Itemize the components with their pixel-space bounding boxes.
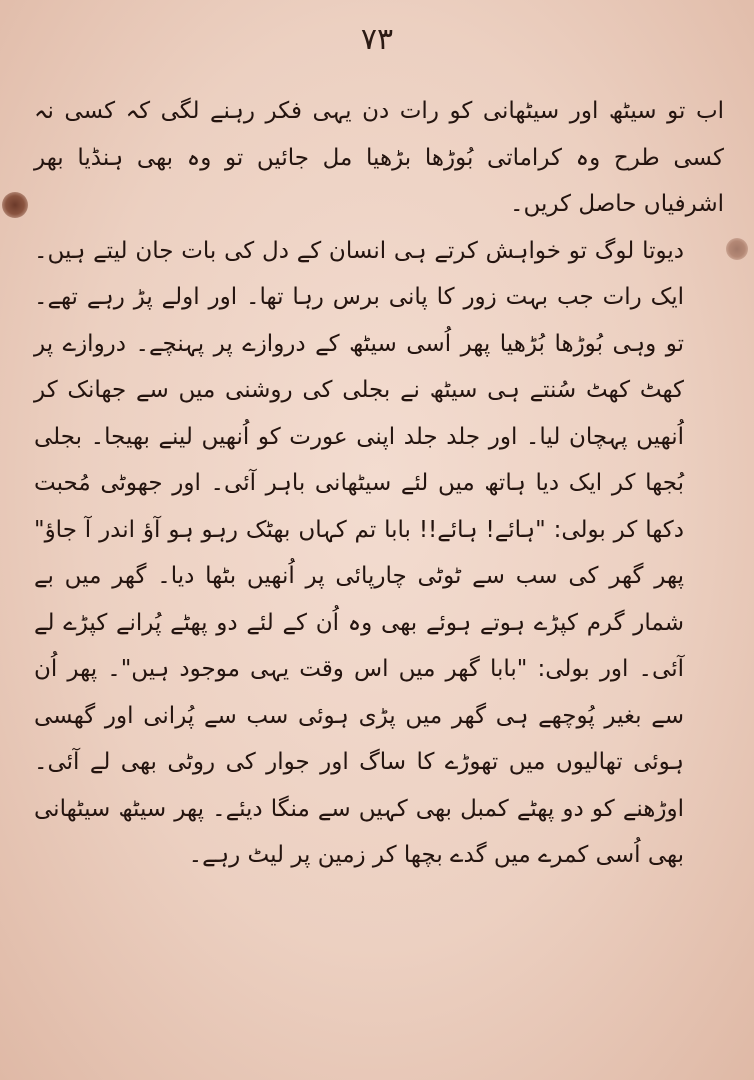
ink-stain xyxy=(726,238,748,260)
paragraph: دیوتا لوگ تو خواہش کرتے ہی انسان کے دل کی بات جان لیتے ہیں۔ ایک رات جب بہت زور کا پانی برس رہا تھا۔ اور اولے پڑ رہے تھے۔ تو وہی بُوڑھا بُڑھیا پھر اُسی سیٹھ کے دروازے پر پہنچے۔ دروازے پر کھٹ کھٹ سُنتے ہی سیٹھ نے بجلی کی روشنی میں سے جھانک کر اُنھیں پہچان لیا۔ اور جلد جلد اپنی عورت کو اُنھیں لینے بھیجا۔ بجلی بُجھا کر ایک دیا ہاتھ میں لئے سیٹھانی باہر آئی۔ اور جھوٹی مُحبت دکھا کر بولی: "ہائے! ہائے!! بابا تم کہاں بھٹک رہو ہو آؤ اندر آ جاؤ" پھر گھر کی سب سے ٹوٹی چارپائی پر اُنھیں بٹھا دیا۔ گھر میں بے شمار گرم کپڑے ہوتے ہوئے بھی وہ اُن کے لئے دو پھٹے پُرانے کپڑے لے آئی۔ اور بولی: "بابا گھر میں اس وقت یہی موجود ہیں"۔ پھر اُن سے بغیر پُوچھے ہی گھر میں پڑی ہوئی سب سے پُرانی اور گھسی ہوئی تھالیوں میں تھوڑے کا ساگ اور جوار کی روٹی بھی لے آئی۔ اوڑھنے کو دو پھٹے کمبل بھی کہیں سے منگا دیئے۔ پھر سیٹھ سیٹھانی بھی اُسی کمرے میں گدے بچھا کر زمین پر لیٹ رہے۔ xyxy=(34,237,684,868)
body-text xyxy=(34,88,724,879)
paragraph: اب تو سیٹھ اور سیٹھانی کو رات دن یہی فکر رہنے لگی کہ کسی نہ کسی طرح وہ کراماتی بُوڑھا بڑھیا مل جائیں تو وہ بھی ہنڈیا بھر اشرفیاں حاصل کریں۔ xyxy=(34,98,724,217)
page-number: ۷۳ xyxy=(360,22,394,57)
ink-stain xyxy=(2,192,28,218)
